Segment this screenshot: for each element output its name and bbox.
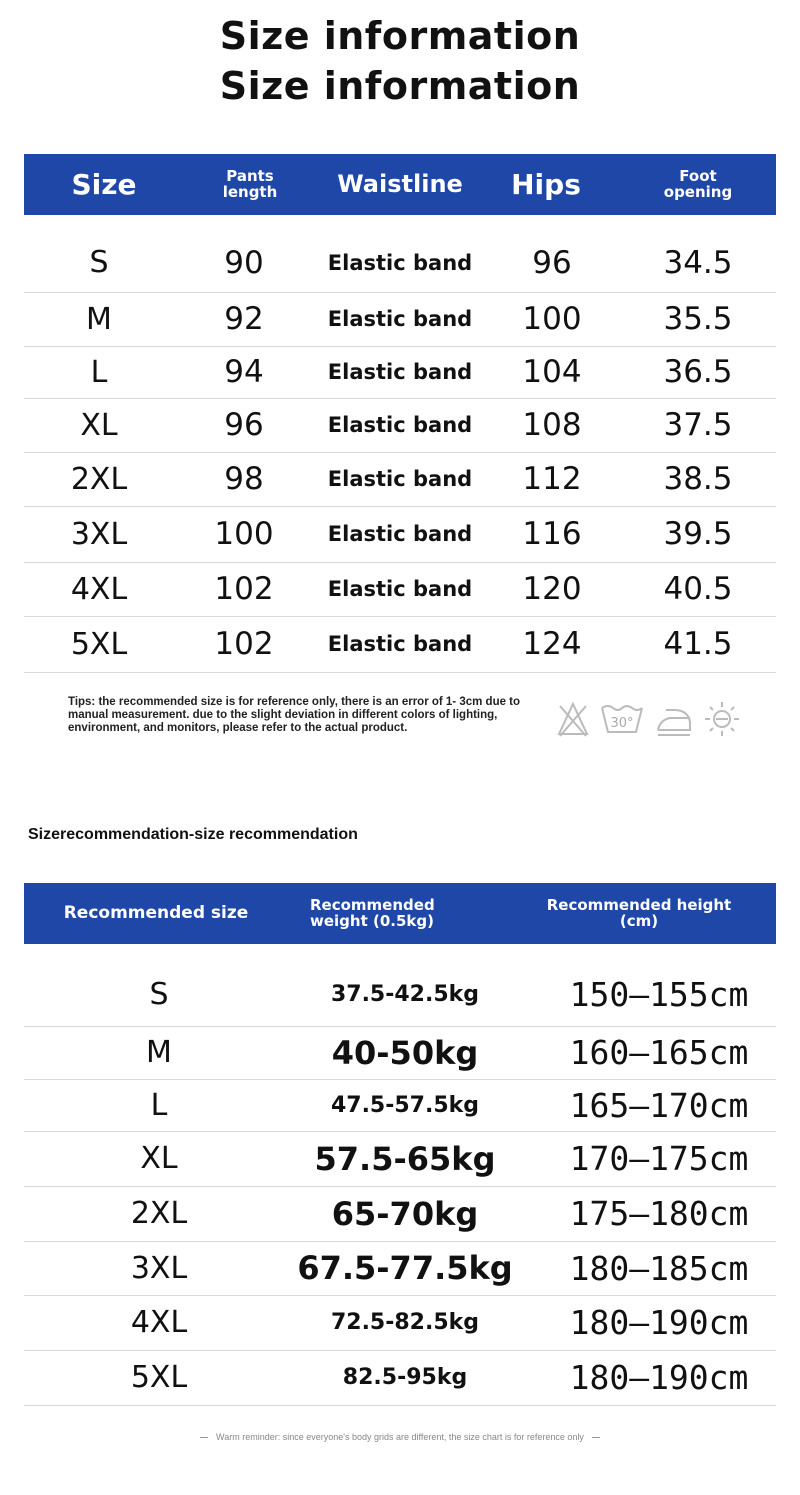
page-title-secondary: Size information [219, 64, 581, 108]
recommended-weight-cell: 82.5-95kg [342, 1365, 468, 1390]
recommended-weight-cell: 65-70kg [331, 1194, 479, 1233]
header-size: Size [71, 167, 137, 201]
reminder-dash-right [592, 1437, 600, 1438]
header-waistline: Waistline [337, 169, 463, 198]
foot-opening-cell: 35.5 [663, 301, 733, 337]
waistline-cell: Elastic band [327, 522, 473, 546]
table-row [24, 233, 776, 293]
recommendation-title: Sizerecommendation-size recommendation [28, 826, 358, 843]
recommendation-table-header [24, 883, 776, 944]
recommended-height-cell: 150–155cm [569, 975, 749, 1014]
hips-cell: 116 [522, 516, 582, 552]
reminder-text: Warm reminder: since everyone's body grids are different, the size chart is for reference only [216, 1432, 584, 1442]
hips-cell: 96 [532, 244, 572, 281]
size-table [24, 154, 776, 664]
pants-length-cell: 102 [214, 571, 274, 607]
waistline-cell: Elastic band [327, 467, 473, 491]
recommended-height-cell: 160–165cm [569, 1033, 749, 1072]
recommended-height-cell: 180–190cm [569, 1303, 749, 1342]
waistline-cell: Elastic band [327, 307, 473, 331]
table-row [24, 1350, 776, 1406]
foot-opening-cell: 38.5 [663, 461, 733, 497]
care-icons [556, 700, 740, 743]
pants-length-cell: 94 [224, 354, 264, 390]
recommended-size-cell: 2XL [130, 1196, 188, 1231]
header-foot-opening: Foot opening [663, 166, 733, 201]
table-row [24, 452, 776, 507]
size-cell: S [89, 245, 109, 280]
wash-30-icon [600, 700, 644, 743]
size-cell: 3XL [70, 516, 128, 552]
table-row [24, 292, 776, 347]
foot-opening-cell: 41.5 [663, 626, 733, 662]
table-row [24, 1186, 776, 1242]
waistline-cell: Elastic band [327, 632, 473, 656]
table-row [24, 1295, 776, 1351]
recommended-weight-cell: 67.5-77.5kg [297, 1249, 513, 1287]
size-cell: 2XL [70, 461, 128, 497]
waistline-cell: Elastic band [327, 360, 473, 384]
header-hips: Hips [511, 167, 581, 201]
recommended-size-cell: 3XL [130, 1250, 188, 1286]
recommended-height-cell: 175–180cm [569, 1194, 749, 1233]
iron-icon [654, 700, 694, 743]
foot-opening-cell: 34.5 [663, 244, 733, 281]
recommended-size-cell: 5XL [130, 1360, 188, 1395]
recommended-height-cell: 170–175cm [569, 1139, 749, 1178]
foot-opening-cell: 37.5 [663, 407, 733, 443]
recommended-weight-cell: 47.5-57.5kg [330, 1092, 480, 1118]
size-cell: M [86, 301, 112, 337]
hips-cell: 124 [522, 626, 582, 662]
pants-length-cell: 98 [224, 461, 264, 497]
recommended-weight-cell: 72.5-82.5kg [330, 1310, 480, 1335]
pants-length-cell: 92 [224, 301, 264, 337]
recommended-weight-cell: 37.5-42.5kg [330, 982, 480, 1007]
recommended-height-cell: 180–190cm [569, 1358, 749, 1397]
recommended-weight-cell: 57.5-65kg [314, 1139, 496, 1178]
no-bleach-icon [556, 700, 590, 743]
recommendation-table [24, 883, 776, 1408]
waistline-cell: Elastic band [327, 577, 473, 601]
hips-cell: 100 [522, 301, 582, 337]
recommended-size-cell: L [150, 1087, 168, 1123]
size-table-header [24, 154, 776, 215]
size-cell: 5XL [70, 626, 128, 662]
table-row [24, 616, 776, 673]
hips-cell: 104 [522, 354, 582, 390]
foot-opening-cell: 40.5 [663, 571, 733, 607]
table-row [24, 1131, 776, 1187]
pants-length-cell: 96 [224, 407, 264, 443]
table-row [24, 1079, 776, 1132]
table-row [24, 1026, 776, 1080]
header-pants-length: Pants length [222, 166, 278, 201]
hips-cell: 112 [522, 461, 582, 497]
size-cell: 4XL [70, 571, 128, 607]
pants-length-cell: 90 [224, 244, 264, 281]
recommended-height-cell: 165–170cm [569, 1085, 749, 1125]
recommended-size-cell: M [146, 1035, 172, 1070]
recommended-size-cell: S [149, 977, 169, 1012]
tips-text: Tips: the recommended size is for reference only, there is an error of 1- 3cm due to manual measurement. due to the slight deviation in different colors of lighting, environment, and monitors, please refer to the actual product. [68, 696, 521, 734]
page-title: Size information [219, 14, 581, 58]
waistline-cell: Elastic band [327, 413, 473, 437]
foot-opening-cell: 36.5 [663, 354, 733, 390]
pants-length-cell: 102 [214, 626, 274, 662]
recommended-weight-cell: 40-50kg [331, 1033, 479, 1072]
pants-length-cell: 100 [214, 516, 274, 552]
size-cell: XL [80, 407, 118, 443]
sun-dry-icon [704, 700, 740, 743]
foot-opening-cell: 39.5 [663, 516, 733, 552]
table-row [24, 963, 776, 1027]
recommended-height-cell: 180–185cm [569, 1248, 749, 1288]
recommended-size-cell: 4XL [130, 1305, 188, 1340]
table-row [24, 398, 776, 453]
hips-cell: 120 [522, 571, 582, 607]
wash-temp-label: 30° [610, 716, 634, 731]
table-row [24, 506, 776, 563]
table-row [24, 1241, 776, 1296]
hips-cell: 108 [522, 407, 582, 443]
reminder-dash-left [200, 1437, 208, 1438]
header-recommended-weight: Recommended weight (0.5kg) [310, 895, 435, 930]
table-row [24, 562, 776, 617]
table-row [24, 346, 776, 399]
warm-reminder [0, 1432, 800, 1442]
header-recommended-size: Recommended size [63, 902, 249, 923]
header-recommended-height: Recommended height (cm) [546, 895, 732, 930]
waistline-cell: Elastic band [327, 250, 473, 275]
size-cell: L [90, 354, 108, 390]
recommended-size-cell: XL [140, 1141, 178, 1176]
